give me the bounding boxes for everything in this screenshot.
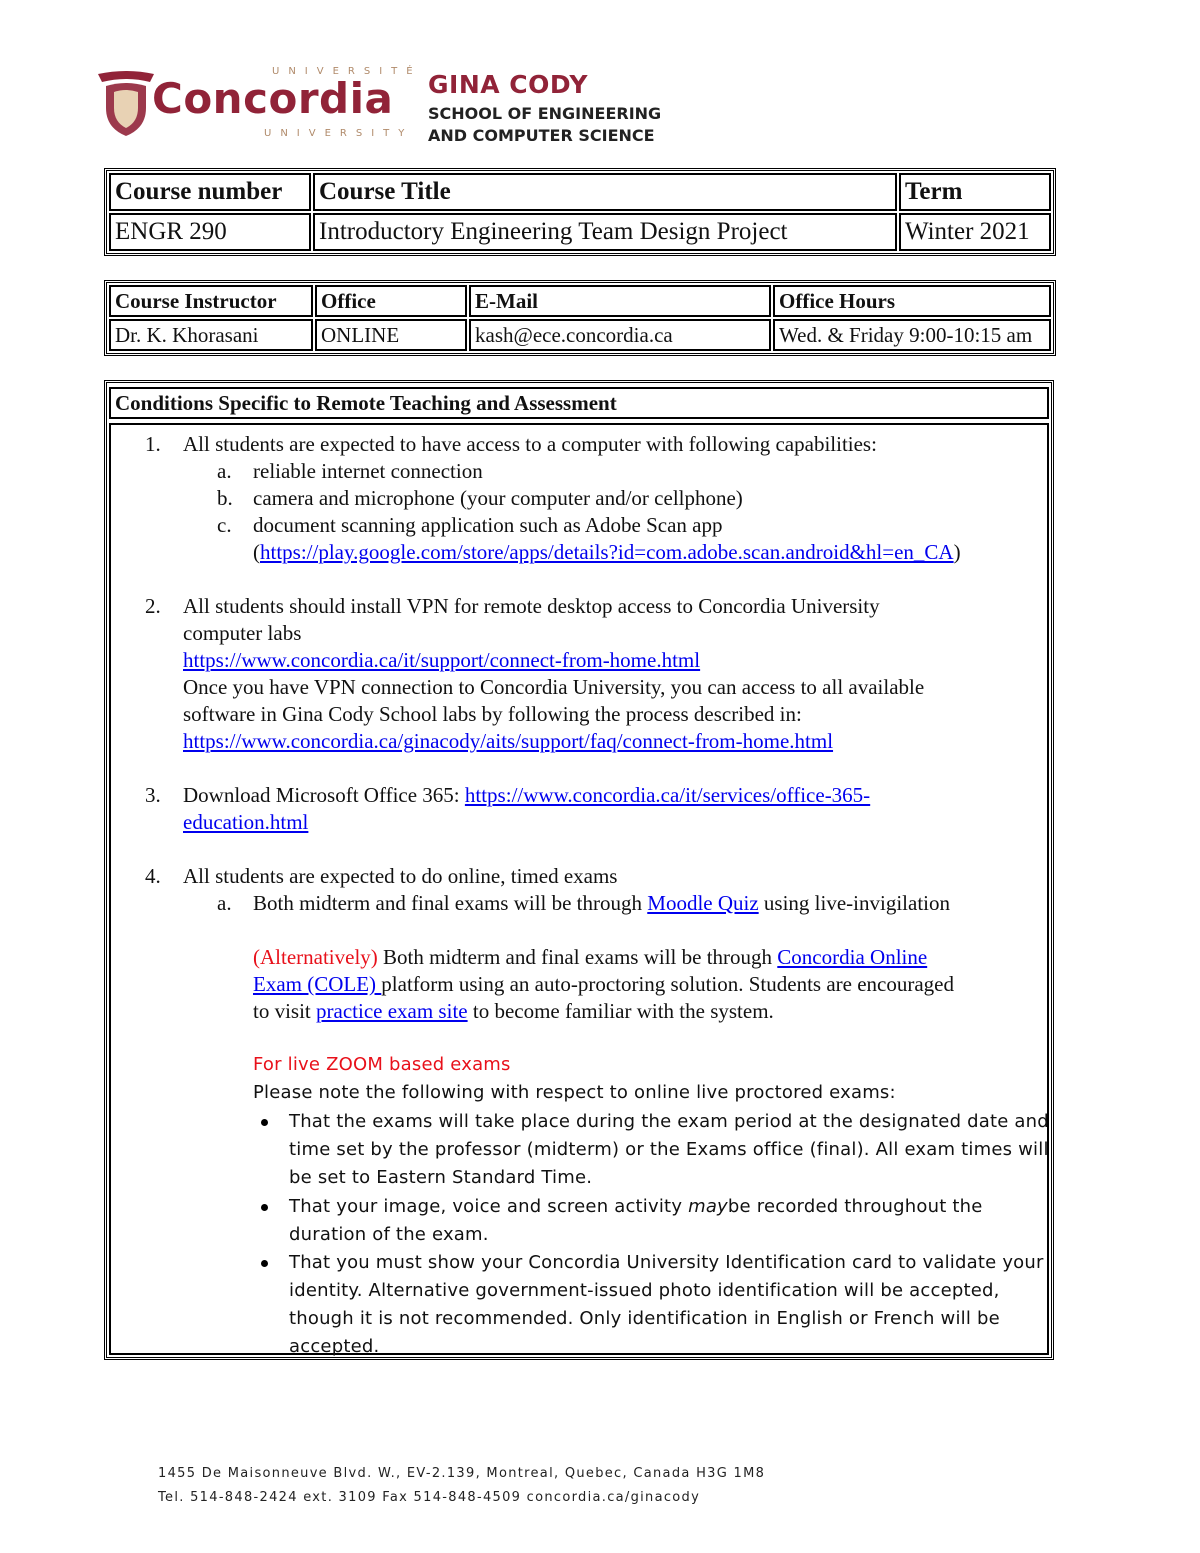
item1-c-link-line	[253, 539, 961, 565]
instructor-office: ONLINE	[315, 319, 467, 351]
bullet1-line3: be set to Eastern Standard Time.	[289, 1167, 593, 1188]
alt-line3-post: to become familiar with the system.	[467, 999, 774, 1023]
item2-number: 2.	[145, 594, 161, 618]
item2-line4: software in Gina Cody School labs by following the process described in:	[183, 702, 802, 726]
item3-text: Download Microsoft Office 365:	[183, 783, 465, 807]
item4-a-line	[253, 890, 950, 916]
instructor-header-row	[109, 285, 1051, 317]
item4-text: All students are expected to do online, timed exams	[183, 864, 618, 888]
bullet1-line2: time set by the professor (midterm) or the Exams office (final). All exam times will	[289, 1139, 1049, 1160]
footer-contact: Tel. 514-848-2424 ext. 3109 Fax 514-848-4509 concordia.ca/ginacody	[158, 1490, 701, 1505]
header-office-hours: Office Hours	[773, 285, 1051, 317]
course-term: Winter 2021	[899, 213, 1051, 251]
item1-text: All students are expected to have access to a computer with following capabilities:	[183, 432, 877, 456]
alt-post: platform using an auto-proctoring solution. Students are encouraged	[381, 972, 954, 996]
bullet2-emphasis: may	[688, 1196, 728, 1217]
cole-link[interactable]: Concordia Online	[777, 945, 928, 969]
course-table	[104, 168, 1056, 256]
adobe-scan-link[interactable]: https://play.google.com/store/apps/details?id=com.adobe.scan.android&hl=en_CA	[260, 540, 954, 564]
bullet3-line4: accepted.	[289, 1336, 380, 1357]
item2-line1: All students should install VPN for remote desktop access to Concordia University	[183, 594, 880, 618]
ginacody-vpn-link[interactable]: https://www.concordia.ca/ginacody/aits/support/faq/connect-from-home.html	[183, 729, 834, 753]
cole-link-cont[interactable]: Exam (COLE)	[253, 972, 382, 996]
alt-pre: Both midterm and final exams will be through	[377, 945, 778, 969]
header-course-number: Course number	[109, 173, 311, 211]
logo-concordia: Concordia	[152, 74, 394, 123]
paren-open: (	[253, 540, 260, 564]
course-title: Introductory Engineering Team Design Project	[313, 213, 897, 251]
alt-line2	[253, 971, 954, 997]
course-number: ENGR 290	[109, 213, 311, 251]
item4-a-post: using live-invigilation	[758, 891, 950, 915]
bullet3-line2: identity. Alternative government-issued photo identification will be accepted,	[289, 1280, 1000, 1301]
logo-university: UNIVERSITY	[264, 128, 414, 139]
logo-universite: UNIVERSITÉ	[272, 66, 422, 77]
practice-exam-link[interactable]: practice exam site	[316, 999, 468, 1023]
item1-a-text: reliable internet connection	[253, 459, 483, 483]
zoom-title: For live ZOOM based exams	[253, 1054, 511, 1075]
footer-address: 1455 De Maisonneuve Blvd. W., EV-2.139, Montreal, Quebec, Canada H3G 1M8	[158, 1466, 766, 1481]
instructor-table	[104, 280, 1056, 356]
item1-number: 1.	[145, 432, 161, 456]
item1-b-label: b.	[217, 486, 233, 510]
instructor-value-row	[109, 319, 1051, 351]
bullet-icon	[261, 1119, 268, 1126]
item3-line	[183, 782, 870, 808]
item4-a-label: a.	[217, 891, 232, 915]
office365-link-cont[interactable]: education.html	[183, 810, 309, 834]
concordia-logo	[96, 66, 696, 146]
item2-line3: Once you have VPN connection to Concordia University, you can access to all available	[183, 675, 925, 699]
item1-c-label: c.	[217, 513, 232, 537]
conditions-title: Conditions Specific to Remote Teaching and Assessment	[109, 387, 1049, 419]
course-header-row	[109, 173, 1051, 211]
header-course-title: Course Title	[313, 173, 897, 211]
item1-c-text: document scanning application such as Adobe Scan app	[253, 513, 723, 537]
header-course-instructor: Course Instructor	[109, 285, 313, 317]
bullet2-line1	[289, 1194, 983, 1220]
alt-line3	[253, 998, 774, 1024]
item1-b-text: camera and microphone (your computer and/or cellphone)	[253, 486, 743, 510]
bullet2-post: be recorded throughout the	[727, 1196, 983, 1217]
conditions-body	[109, 423, 1049, 1355]
instructor-name: Dr. K. Khorasani	[109, 319, 313, 351]
conditions-box	[104, 380, 1054, 1360]
instructor-email: kash@ece.concordia.ca	[469, 319, 771, 351]
moodle-quiz-link[interactable]: Moodle Quiz	[647, 891, 759, 915]
header-email: E-Mail	[469, 285, 771, 317]
school-name-line3: AND COMPUTER SCIENCE	[428, 126, 655, 145]
paren-close: )	[953, 540, 961, 564]
header-term: Term	[899, 173, 1051, 211]
bullet3-line3: though it is not recommended. Only identification in English or French will be	[289, 1308, 1000, 1329]
course-value-row	[109, 213, 1051, 251]
bullet3-line1: That you must show your Concordia University Identification card to validate your	[289, 1252, 1044, 1273]
office365-link[interactable]: https://www.concordia.ca/it/services/office-365-	[464, 783, 871, 807]
item4-a-pre: Both midterm and final exams will be through	[253, 891, 648, 915]
item3-number: 3.	[145, 783, 161, 807]
concordia-crest-icon	[96, 68, 156, 138]
zoom-intro: Please note the following with respect to online live proctored exams:	[253, 1082, 896, 1103]
item1-a-label: a.	[217, 459, 232, 483]
item4-number: 4.	[145, 864, 161, 888]
header-office: Office	[315, 285, 467, 317]
bullet1-line1: That the exams will take place during the exam period at the designated date and	[289, 1111, 1049, 1132]
instructor-office-hours: Wed. & Friday 9:00-10:15 am	[773, 319, 1051, 351]
vpn-link[interactable]: https://www.concordia.ca/it/support/connect-from-home.html	[183, 648, 701, 672]
school-name-line2: SCHOOL OF ENGINEERING	[428, 104, 662, 123]
school-name-line1: GINA CODY	[428, 70, 588, 99]
alt-line1	[253, 944, 927, 970]
bullet2-pre: That your image, voice and screen activity	[289, 1196, 689, 1217]
bullet2-line2: duration of the exam.	[289, 1224, 489, 1245]
alt-line3-pre: to visit	[253, 999, 317, 1023]
item2-line2: computer labs	[183, 621, 302, 645]
alternatively-label: (Alternatively)	[253, 945, 378, 969]
bullet-icon	[261, 1204, 268, 1211]
bullet-icon	[261, 1260, 268, 1267]
